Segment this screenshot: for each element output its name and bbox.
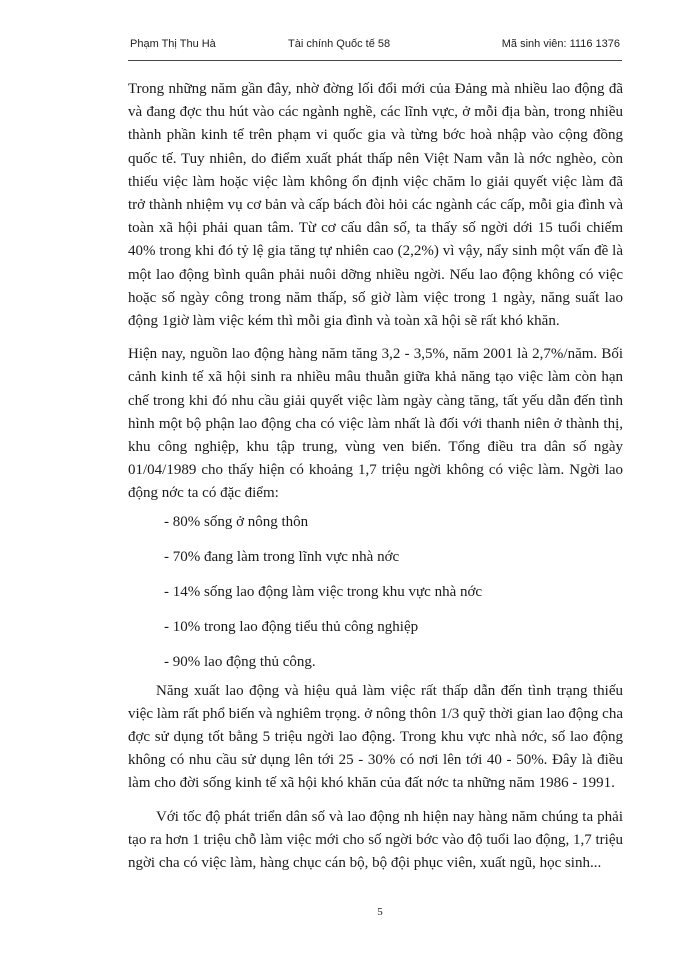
header-class-name: Tài chính Quốc tế 58 [288,38,391,50]
paragraph-employment-overview: Trong những năm gần đây, nhờ đờng lối đổi mới của Đảng mà nhiều lao động đã và đang đợc thu hút vào các ngành nghề, các lĩnh vực, ở mỗi địa bàn, trong nhiều thành phần kinh tế trên phạm vi quốc gia và từng bớc hoà nhập vào cộng đồng quốc tế. Tuy nhiên, do điểm xuất phát thấp nên Việt Nam vẫn là nớc nghèo, còn thiếu việc làm hoặc việc làm không ổn định việc chăm lo giải quyết việc làm đã trở thành nhiệm vụ cơ bản và cấp bách đòi hỏi các ngành các cấp, mỗi gia đình và toàn xã hội phải quan tâm. Từ cơ cấu dân số, ta thấy số ngời dới 15 tuổi chiếm 40% trong khi đó tỷ lệ gia tăng tự nhiên cao (2,2%) vì vậy, nẩy sinh một vấn đề là một lao động bình quân phải nuôi dỡng nhiều ngời. Nếu lao động không có việc hoặc số ngày công trong năm thấp, số giờ làm việc trong 1 ngày, năng suất lao động 1giờ làm việc kém thì mỗi gia đình và toàn xã hội sẽ rất khó khăn. [128,81,623,330]
paragraph-productivity: Năng xuất lao động và hiệu quả làm việc rất thấp dẫn đến tình trạng thiếu việc làm rất phổ biến và nghiêm trọng. ở nông thôn 1/3 quỹ thời gian lao động cha đợc sử dụng tốt bằng 5 triệu ngời lao động. Trong khu vực nhà nớc, số lao động không có nhu cầu sử dụng lên tới 25 - 30% có nơi lên tới 40 - 50%. Đây là điều làm cho đời sống kinh tế xã hội khó khăn của đất nớc ta những năm 1986 - 1991. [128,682,623,792]
page-number: 5 [377,906,383,918]
header-divider [128,60,622,61]
document-body [128,78,623,875]
list-item: - 14% sống lao động làm việc trong khu vực nhà nớc [164,583,483,600]
paragraph-job-creation: Với tốc độ phát triển dân số và lao động nh hiện nay hàng năm chúng ta phải tạo ra hơn 1 triệu chỗ làm việc mới cho số ngời bớc vào độ tuổi lao động, 1,7 triệu ngời cha có việc làm, hàng chục cán bộ, bộ đội phục viên, xuất ngũ, học sinh... [128,808,623,872]
list-item: - 80% sống ở nông thôn [164,513,309,530]
header-author: Phạm Thị Thu Hà [130,38,216,50]
header-student-id: Mã sinh viên: 1116 1376 [501,38,620,50]
list-item: - 10% trong lao động tiểu thủ công nghiệp [164,618,419,635]
list-item: - 70% đang làm trong lĩnh vực nhà nớc [164,548,400,565]
paragraph-labor-growth: Hiện nay, nguồn lao động hàng năm tăng 3,2 - 3,5%, năm 2001 là 2,7%/năm. Bối cảnh kinh tế xã hội sinh ra nhiều mâu thuẫn giữa khả năng tạo việc làm còn hạn chế trong khi đó nhu cầu giải quyết việc làm ngày càng tăng, tất yếu dẫn đến tình hình một bộ phận lao động cha có việc làm nhất là đối với thanh niên ở thành thị, khu công nghiệp, khu tập trung, vùng ven biển. Tổng điều tra dân số ngày 01/04/1989 cho thấy hiện có khoảng 1,7 triệu ngời không có việc làm. Ngời lao động nớc ta có đặc điểm: [128,346,623,502]
page-header [130,38,620,56]
labor-characteristics-list [128,511,623,674]
list-item: - 90% lao động thủ công. [164,653,316,670]
